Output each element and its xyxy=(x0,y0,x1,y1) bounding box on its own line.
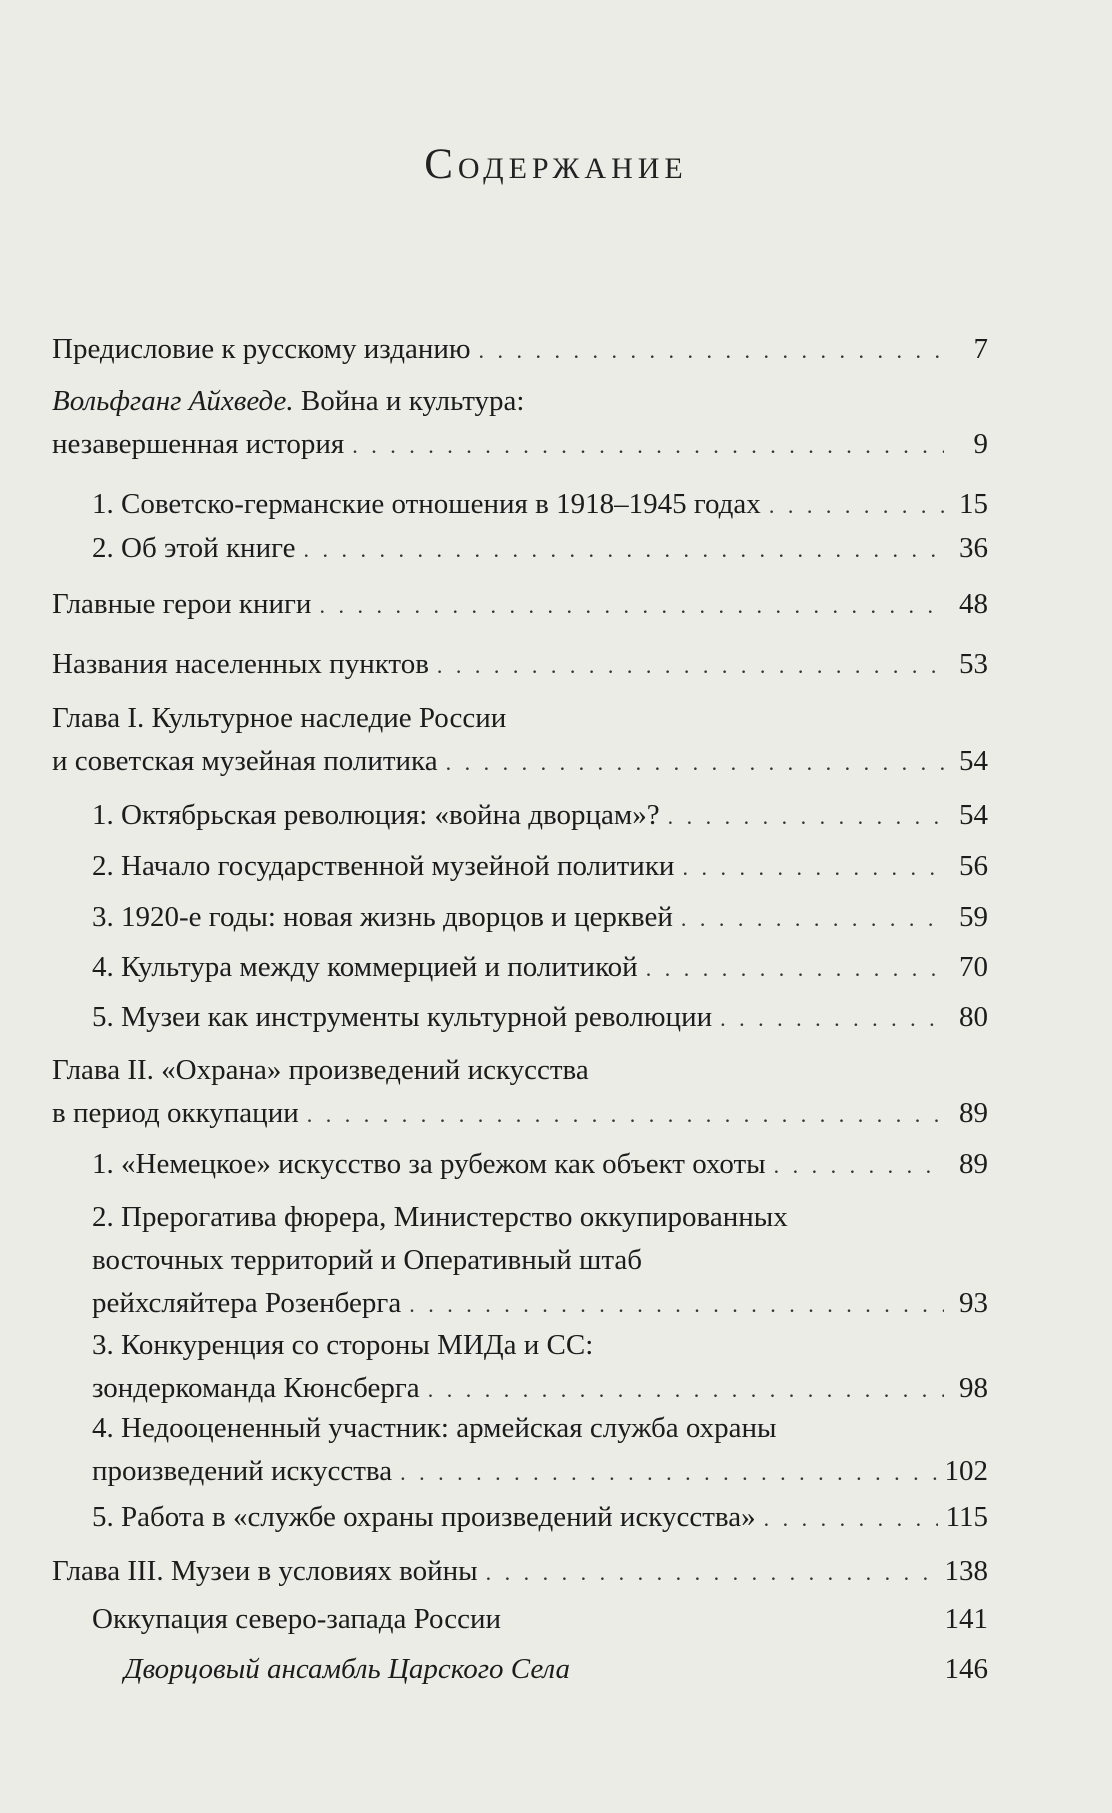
toc-page-number: 98 xyxy=(959,1372,988,1404)
toc-entry-title: 2. Об этой книге xyxy=(92,532,296,564)
toc-entry-title: 1. «Немецкое» искусство за рубежом как объект охоты xyxy=(92,1148,766,1180)
toc-entry-title: Глава I. Культурное наследие России xyxy=(52,702,507,734)
toc-page-number: 115 xyxy=(945,1501,988,1533)
dot-leader xyxy=(681,897,944,940)
toc-entry-title: 4. Недооцененный участник: армейская служба охраны xyxy=(92,1412,777,1444)
page-title: Содержание xyxy=(424,141,688,188)
toc-entry-relations[interactable] xyxy=(92,483,988,527)
toc-entry-place-names[interactable] xyxy=(52,643,988,687)
toc-entry-title-cont: восточных территорий и Оперативный штаб xyxy=(92,1244,642,1276)
toc-entry-1920s[interactable] xyxy=(92,896,988,940)
toc-entry-title: 5. Музеи как инструменты культурной революции xyxy=(92,1001,713,1033)
dot-leader xyxy=(303,528,944,571)
dot-leader xyxy=(682,846,944,889)
toc-entry-title: 3. Конкуренция со стороны МИДа и СС: xyxy=(92,1329,594,1361)
toc-page-number: 141 xyxy=(944,1603,988,1635)
dot-leader xyxy=(428,1368,944,1411)
toc-entry-title-cont: незавершенная история xyxy=(52,428,345,460)
toc-entry-tsarskoye-selo[interactable] xyxy=(124,1648,988,1692)
toc-entry-chapter-2[interactable] xyxy=(52,1049,988,1136)
dot-leader xyxy=(307,1093,944,1136)
toc-page-number: 102 xyxy=(944,1455,988,1487)
toc-page-number: 7 xyxy=(973,333,988,365)
toc-page-number: 54 xyxy=(959,745,988,777)
toc-page-number: 53 xyxy=(959,648,988,680)
toc-entry-title: Дворцовый ансамбль Царского Села xyxy=(124,1653,570,1685)
toc-entry-title-cont: рейхсляйтера Розенберга xyxy=(92,1287,402,1319)
toc-entry-chapter-1[interactable] xyxy=(52,697,988,784)
dot-leader xyxy=(400,1451,936,1494)
toc-entry-october-revolution[interactable] xyxy=(92,794,988,838)
toc-entry-title: 2. Прерогатива фюрера, Министерство оккупированных xyxy=(92,1201,788,1233)
toc-entry-title: 3. 1920-е годы: новая жизнь дворцов и церквей xyxy=(92,901,673,933)
toc-entry-museums-instruments[interactable] xyxy=(92,996,988,1040)
toc-entry-title: Глава II. «Охрана» произведений искусства xyxy=(52,1054,589,1086)
toc-entry-culture-commerce[interactable] xyxy=(92,946,988,990)
dot-leader xyxy=(437,644,944,687)
toc-entry-work-in-service[interactable] xyxy=(92,1496,988,1540)
toc-page-number: 48 xyxy=(959,588,988,620)
dot-leader xyxy=(409,1283,944,1326)
toc-page-number: 93 xyxy=(959,1287,988,1319)
toc-page-number: 56 xyxy=(959,850,988,882)
toc-page-number: 89 xyxy=(959,1148,988,1180)
dot-leader xyxy=(646,947,944,990)
toc-entry-fuhrer-prerogative[interactable] xyxy=(92,1196,988,1326)
toc-entry-title: Война и культура: xyxy=(293,385,525,417)
toc-page-number: 59 xyxy=(959,901,988,933)
toc-entry-title: 1. Советско-германские отношения в 1918–1945 годах xyxy=(92,488,761,520)
toc-page-number: 36 xyxy=(959,532,988,564)
toc-entry-title: Предисловие к русскому изданию xyxy=(52,333,471,365)
toc-entry-title: Оккупация северо-запада России xyxy=(92,1603,502,1635)
dot-leader xyxy=(486,1551,937,1594)
toc-page-number: 54 xyxy=(959,799,988,831)
toc-entry-title-cont: в период оккупации xyxy=(52,1097,299,1129)
toc-entry-title: Главные герои книги xyxy=(52,588,312,620)
toc-entry-title: Глава III. Музеи в условиях войны xyxy=(52,1555,478,1587)
toc-page-number: 146 xyxy=(944,1653,988,1685)
dot-leader xyxy=(769,484,944,527)
toc-entry-german-art-abroad[interactable] xyxy=(92,1143,988,1187)
dot-leader xyxy=(319,584,944,627)
toc-page-number: 138 xyxy=(944,1555,988,1587)
toc-entry-main-characters[interactable] xyxy=(52,583,988,627)
toc-page-number: 9 xyxy=(973,428,988,460)
toc-entry-title-cont: и советская музейная политика xyxy=(52,745,438,777)
dot-leader xyxy=(668,795,944,838)
toc-entry-title: 2. Начало государственной музейной политики xyxy=(92,850,675,882)
dot-leader xyxy=(720,997,944,1040)
toc-entry-northwest-occupation[interactable] xyxy=(92,1598,988,1642)
toc-entry-preface[interactable] xyxy=(52,328,988,372)
toc-page-number: 80 xyxy=(959,1001,988,1033)
dot-leader xyxy=(352,424,944,467)
toc-entry-chapter-3[interactable] xyxy=(52,1550,988,1594)
toc-entry-about-book[interactable] xyxy=(92,527,988,571)
dot-leader xyxy=(764,1497,938,1540)
toc-entry-title: 4. Культура между коммерцией и политикой xyxy=(92,951,638,983)
dot-leader xyxy=(446,741,944,784)
toc-page-number: 15 xyxy=(959,488,988,520)
toc-entry-title: 1. Октябрьская революция: «война дворцам»? xyxy=(92,799,660,831)
toc-entry-title: Названия населенных пунктов xyxy=(52,648,429,680)
toc-entry-title-cont: зондеркоманда Кюнсберга xyxy=(92,1372,420,1404)
toc-entry-author: Вольфганг Айхведе. xyxy=(52,385,294,417)
toc-entry-museum-policy[interactable] xyxy=(92,845,988,889)
toc-entry-foreign-ministry-ss[interactable] xyxy=(92,1324,988,1411)
toc-entry-army-art-protection[interactable] xyxy=(92,1407,988,1494)
toc-entry-eichwede-essay[interactable] xyxy=(52,380,988,467)
toc-entry-title-cont: произведений искусства xyxy=(92,1455,393,1487)
dot-leader xyxy=(774,1144,944,1187)
toc-page-number: 70 xyxy=(959,951,988,983)
dot-leader xyxy=(479,329,944,372)
toc-page-number: 89 xyxy=(959,1097,988,1129)
toc-entry-title: 5. Работа в «службе охраны произведений искусства» xyxy=(92,1501,756,1533)
